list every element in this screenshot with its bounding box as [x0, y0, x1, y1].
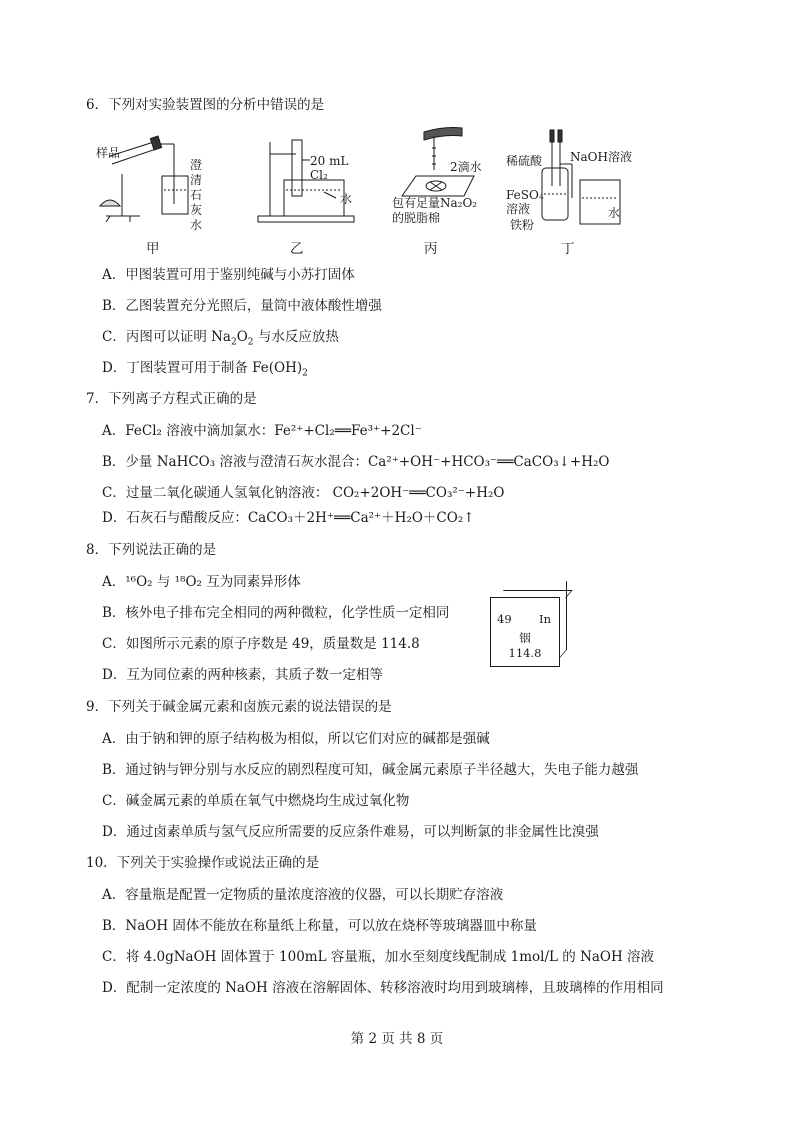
caption-bing: 丙	[424, 241, 438, 257]
q8-stem: 8．下列说法正确的是	[86, 542, 217, 558]
caption-jia: 甲	[146, 241, 160, 257]
q10-option-d: D．配制一定浓度的 NaOH 溶液在溶解固体、转移溶液时均用到玻璃棒，且玻璃棒的作用相同	[102, 980, 664, 996]
label-iron: 铁粉	[510, 218, 535, 232]
label-feso4: FeSO₄溶液	[506, 188, 544, 216]
q8-option-d: D．互为同位素的两种核素，其质子数一定相等	[102, 667, 383, 683]
caption-ding: 丁	[561, 241, 575, 257]
q8-option-c: C．如图所示元素的原子序数是 49，质量数是 114.8	[102, 636, 420, 652]
figure-yi	[254, 134, 364, 226]
q6-option-d: D．丁图装置可用于制备 $Fe(OH)_2$	[102, 360, 308, 379]
q9-stem: 9．下列关于碱金属元素和卤族元素的说法错误的是	[86, 699, 392, 715]
q7-option-b: B．少量 NaHCO₃ 溶液与澄清石灰水混合：Ca²⁺+OH⁻+HCO₃⁻══CaCO₃↓+H₂O	[102, 454, 610, 470]
q6-option-c: C．丙图可以证明 $Na_2O_2$ 与水反应放热	[102, 329, 339, 348]
label-limewater: 澄清石灰水	[190, 158, 203, 232]
q7-option-c: C．过量二氧化碳通人氢氧化钠溶液： CO₂+2OH⁻══CO₃²⁻+H₂O	[102, 485, 505, 501]
label-water-ding: 水	[608, 206, 621, 220]
element-mass: 114.8	[508, 646, 542, 660]
q7-option-d: D．石灰石与醋酸反应：CaCO₃＋2H⁺══Ca²⁺＋H₂O＋CO₂↑	[102, 510, 475, 526]
label-water-yi: 水	[340, 192, 353, 206]
q10-option-a: A．容量瓶是配置一定物质的量浓度溶液的仪器，可以长期贮存溶液	[102, 887, 504, 903]
label-naoh: NaOH溶液	[570, 150, 632, 164]
figure-ding	[506, 124, 646, 230]
q10-stem: 10．下列关于实验操作或说法正确的是	[86, 855, 320, 871]
q9-option-c: C．碱金属元素的单质在氧气中燃烧均生成过氧化物	[102, 793, 410, 809]
page-footer: 第 2 页 共 8 页	[350, 1031, 444, 1047]
element-atomic-number: 49	[497, 612, 512, 626]
label-cl2: 20 mL Cl₂	[310, 154, 349, 182]
q6-option-a: A．甲图装置可用于鉴别纯碱与小苏打固体	[102, 267, 355, 283]
q9-option-b: B．通过钠与钾分别与水反应的剧烈程度可知，碱金属元素原子半径越大，失电子能力越强	[102, 762, 639, 778]
q6-stem: 6．下列对实验装置图的分析中错误的是	[86, 97, 325, 113]
label-sample: 样品	[96, 146, 121, 160]
q9-option-a: A．由于钠和钾的原子结构极为相似，所以它们对应的碱都是强碱	[102, 731, 490, 747]
element-name: 铟	[519, 631, 531, 645]
q10-option-c: C．将 4.0gNaOH 固体置于 100mL 容量瓶，加水至刻度线配制成 1mol/L 的 NaOH 溶液	[102, 949, 655, 965]
q8-option-b: B．核外电子排布完全相同的两种微粒，化学性质一定相同	[102, 605, 450, 621]
element-symbol: In	[539, 612, 551, 626]
caption-yi: 乙	[290, 241, 304, 257]
q8-option-a: A．¹⁶O₂ 与 ¹⁸O₂ 互为同素异形体	[102, 574, 301, 590]
q7-option-a: A．FeCl₂ 溶液中滴加氯水：Fe²⁺+Cl₂══Fe³⁺+2Cl⁻	[102, 423, 422, 439]
q9-option-d: D．通过卤素单质与氢气反应所需要的反应条件难易，可以判断氯的非金属性比溴强	[102, 824, 599, 840]
label-cotton: 包有足量Na₂O₂的脱脂棉	[392, 196, 478, 225]
element-card-indium	[490, 597, 560, 667]
figure-bing	[388, 124, 488, 224]
label-acid: 稀硫酸	[506, 154, 543, 168]
q10-option-b: B．NaOH 固体不能放在称量纸上称量，可以放在烧杯等玻璃器皿中称量	[102, 918, 537, 934]
q6-option-b: B．乙图装置充分光照后，量筒中液体酸性增强	[102, 298, 382, 314]
label-drops: 2滴水	[450, 160, 482, 174]
figure-jia	[96, 134, 216, 232]
q7-stem: 7．下列离子方程式正确的是	[86, 391, 257, 407]
